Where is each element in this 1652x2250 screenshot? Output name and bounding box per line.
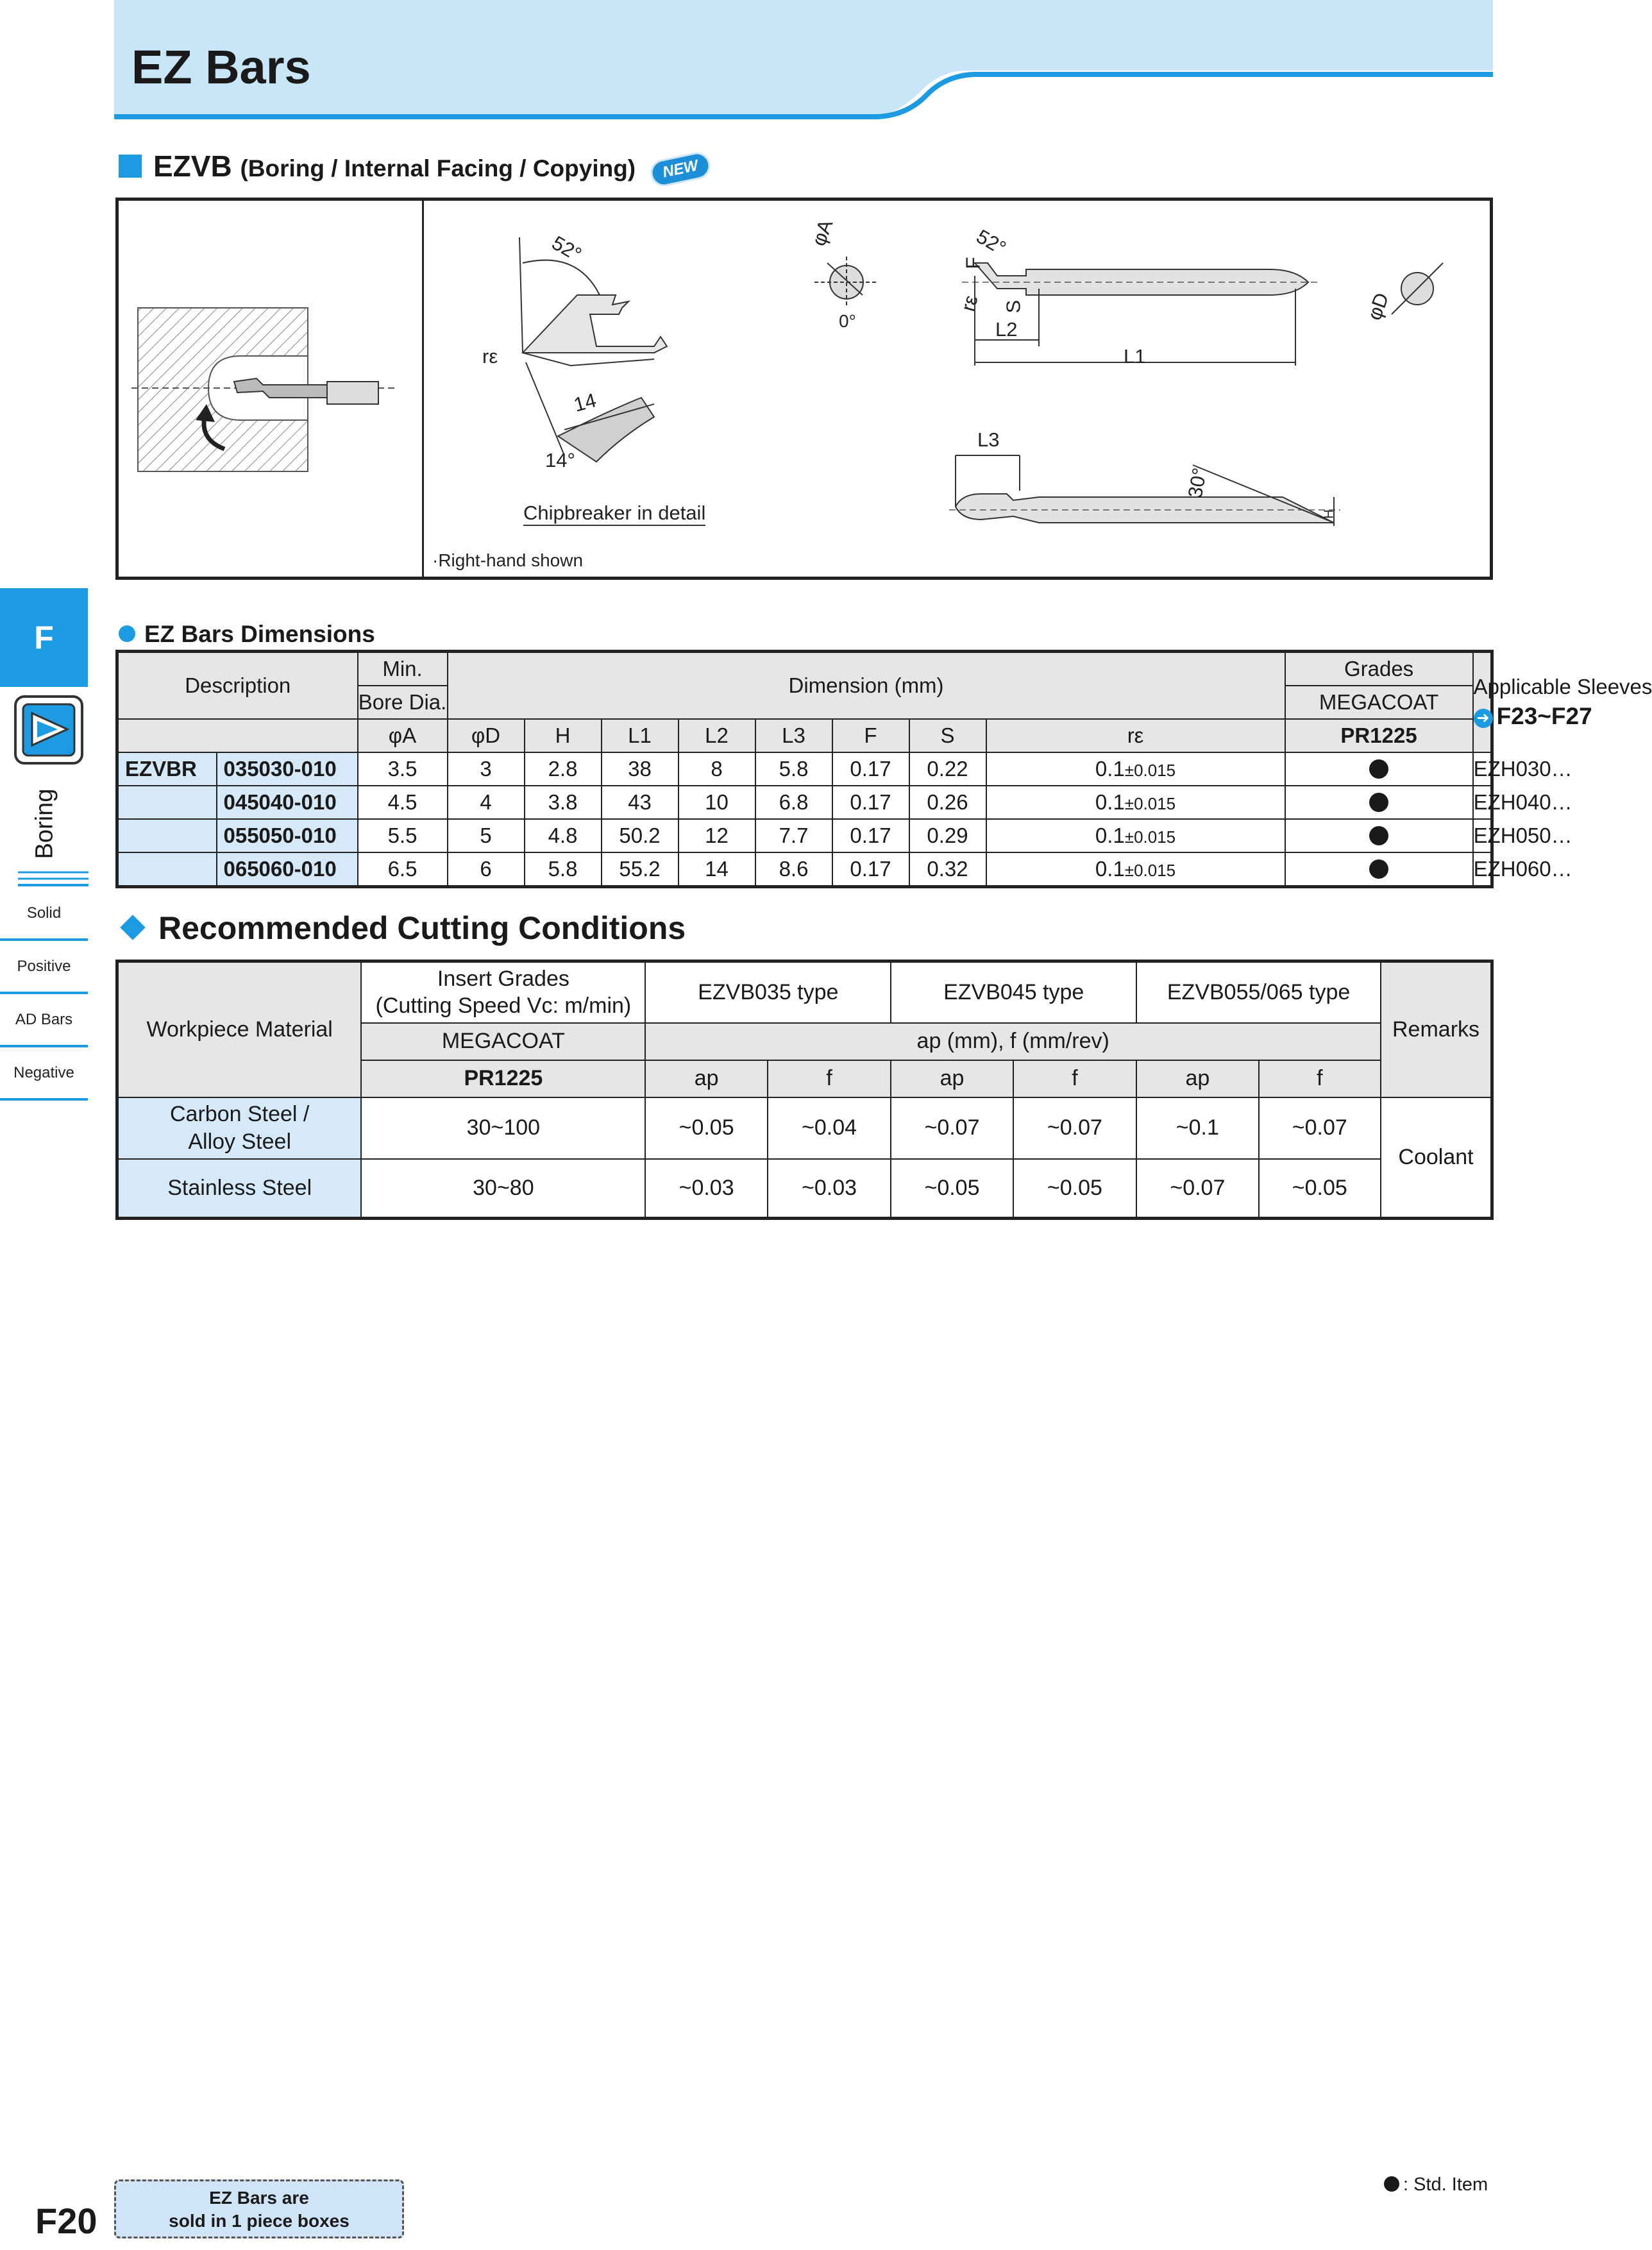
- ap2-cell: ~0.07: [891, 1097, 1013, 1159]
- chapter-tab[interactable]: F: [0, 588, 88, 687]
- angle-14-label: 14°: [545, 449, 575, 471]
- re-value: 0.1: [1095, 824, 1125, 847]
- material-cell: [117, 1097, 362, 1159]
- cell-F: 0.17: [832, 852, 909, 887]
- bottom-view-bar: [949, 443, 1347, 545]
- megacoat-header: MEGACOAT: [1285, 686, 1473, 719]
- boring-tool-icon: [13, 694, 85, 766]
- f-header: f: [1259, 1060, 1381, 1097]
- re-tolerance: ±0.015: [1124, 827, 1176, 847]
- cell-phiD: 5: [448, 819, 525, 852]
- megacoat-header: MEGACOAT: [361, 1023, 645, 1060]
- type2-header: EZVB045 type: [891, 961, 1136, 1023]
- min-bore-header-line1: Min.: [358, 652, 448, 686]
- angle-52-label: 52°: [548, 231, 586, 266]
- f-label: F: [961, 257, 984, 269]
- sidebar-item-solid[interactable]: Solid: [0, 888, 88, 941]
- std-item-icon: [1369, 826, 1388, 845]
- cell-H: 2.8: [525, 752, 602, 786]
- std-item-icon: [1369, 759, 1388, 779]
- section-heading: [119, 149, 711, 183]
- std-item-legend-text: : Std. Item: [1403, 2174, 1488, 2195]
- material-line2: Alloy Steel: [188, 1129, 291, 1154]
- f2-cell: ~0.05: [1013, 1159, 1136, 1219]
- cell-L3: 8.6: [755, 852, 832, 887]
- cell-re: [986, 819, 1285, 852]
- std-item-icon: [1369, 793, 1388, 812]
- col-header-phiA: φA: [358, 719, 448, 752]
- right-hand-note: ·Right-hand shown: [432, 550, 584, 570]
- angle-30-label: 30°: [1183, 466, 1211, 500]
- cell-H: 4.8: [525, 819, 602, 852]
- table-row: [117, 1097, 1492, 1159]
- table-row: [117, 1159, 1492, 1219]
- cell-re: [986, 852, 1285, 887]
- phi-a-label: φA: [807, 216, 838, 249]
- dimensions-heading-text: EZ Bars Dimensions: [144, 621, 375, 647]
- cell-S: 0.29: [909, 819, 986, 852]
- cell-L2: 14: [678, 852, 755, 887]
- cutting-heading-text: Recommended Cutting Conditions: [158, 910, 686, 946]
- diamond-bullet-icon: [120, 915, 146, 940]
- col-header-L1: L1: [602, 719, 678, 752]
- dimension-header: Dimension (mm): [448, 652, 1285, 720]
- col-header-re: rε: [986, 719, 1285, 752]
- cell-L3: 7.7: [755, 819, 832, 852]
- std-item-icon: [1384, 2176, 1399, 2192]
- dimensions-table: [115, 650, 1652, 888]
- description-header: Description: [117, 652, 358, 720]
- cell-grade: [1285, 786, 1473, 819]
- f2-cell: ~0.07: [1013, 1097, 1136, 1159]
- sidebar-item-ad-bars[interactable]: AD Bars: [0, 994, 88, 1047]
- ap-header: ap: [1136, 1060, 1258, 1097]
- cell-L2: 8: [678, 752, 755, 786]
- cell-L2: 12: [678, 819, 755, 852]
- packaging-note-line1: EZ Bars are: [209, 2188, 309, 2208]
- f-header: f: [768, 1060, 891, 1097]
- ap3-cell: ~0.07: [1136, 1159, 1258, 1219]
- cutting-conditions-table: [115, 960, 1494, 1220]
- cell-L3: 6.8: [755, 786, 832, 819]
- re-tolerance: ±0.015: [1124, 794, 1176, 813]
- angle-52-side-label: 52°: [972, 224, 1010, 260]
- cell-L3: 5.8: [755, 752, 832, 786]
- cell-S: 0.22: [909, 752, 986, 786]
- std-item-legend: [1384, 2174, 1488, 2195]
- material-cell: Stainless Steel: [117, 1159, 362, 1219]
- re-tolerance: ±0.015: [1124, 861, 1176, 880]
- sidebar-item-positive[interactable]: Positive: [0, 941, 88, 994]
- ap-header: ap: [645, 1060, 767, 1097]
- category-label-area: [0, 788, 90, 858]
- cell-F: 0.17: [832, 819, 909, 852]
- insert-grades-header: [361, 961, 645, 1023]
- remarks-cell: Coolant: [1381, 1097, 1492, 1219]
- item-code: 065060-010: [217, 852, 358, 887]
- packaging-note-line2: sold in 1 piece boxes: [169, 2211, 350, 2231]
- product-code: EZVB: [153, 149, 232, 183]
- dot-bullet-icon: [119, 625, 135, 642]
- ap3-cell: ~0.1: [1136, 1097, 1258, 1159]
- dim-14-label: 14: [571, 389, 599, 416]
- dimensions-heading: [119, 621, 375, 648]
- grade-header: PR1225: [361, 1060, 645, 1097]
- type3-header: EZVB055/065 type: [1136, 961, 1381, 1023]
- series-code-empty: [117, 786, 217, 819]
- sleeves-header: [1473, 652, 1652, 753]
- f3-cell: ~0.05: [1259, 1159, 1381, 1219]
- insert-grades-line2: (Cutting Speed Vc: m/min): [375, 994, 632, 1019]
- cell-re: [986, 786, 1285, 819]
- page-title: EZ Bars: [131, 40, 311, 94]
- cell-sleeve: EZH060…: [1473, 852, 1492, 887]
- l1-label: L1: [1124, 345, 1146, 368]
- speed-cell: 30~80: [361, 1159, 645, 1219]
- sleeves-header-text: Applicable Sleeves: [1473, 675, 1652, 698]
- chipbreaker-caption: Chipbreaker in detail: [523, 502, 705, 526]
- ap-header: ap: [891, 1060, 1013, 1097]
- f-header: f: [1013, 1060, 1136, 1097]
- ap2-cell: ~0.05: [891, 1159, 1013, 1219]
- cell-L2: 10: [678, 786, 755, 819]
- s-label: S: [1002, 300, 1025, 314]
- cell-S: 0.32: [909, 852, 986, 887]
- ap-f-unit-header: ap (mm), f (mm/rev): [645, 1023, 1381, 1060]
- application-sketch: [128, 295, 398, 487]
- series-code-empty: [117, 819, 217, 852]
- h-label: H: [1322, 509, 1336, 519]
- insert-grades-line1: Insert Grades: [437, 966, 569, 991]
- col-header-L3: L3: [755, 719, 832, 752]
- r-epsilon-label: rε: [482, 345, 498, 368]
- cell-H: 5.8: [525, 852, 602, 887]
- cell-phiA: 3.5: [358, 752, 448, 786]
- material-line1: Carbon Steel /: [170, 1102, 310, 1126]
- col-header-S: S: [909, 719, 986, 752]
- description-subheader: [117, 719, 358, 752]
- sidebar-divider-lines: [18, 870, 88, 888]
- sleeves-ref-link[interactable]: [1474, 703, 1592, 730]
- table-row: [117, 819, 1492, 852]
- ap1-cell: ~0.03: [645, 1159, 767, 1219]
- series-code-empty: [117, 852, 217, 887]
- cell-phiD: 6: [448, 852, 525, 887]
- table-row: [117, 852, 1492, 887]
- grade-header: PR1225: [1285, 719, 1473, 752]
- l2-label: L2: [995, 318, 1018, 341]
- re-value: 0.1: [1095, 790, 1125, 814]
- re-value: 0.1: [1095, 857, 1125, 881]
- cell-phiA: 6.5: [358, 852, 448, 887]
- category-label: Boring: [31, 788, 58, 859]
- cutting-heading: [119, 909, 686, 947]
- col-header-L2: L2: [678, 719, 755, 752]
- cell-grade: [1285, 752, 1473, 786]
- cell-H: 3.8: [525, 786, 602, 819]
- cell-sleeve: EZH050…: [1473, 819, 1492, 852]
- workpiece-header: Workpiece Material: [117, 961, 362, 1097]
- col-header-F: F: [832, 719, 909, 752]
- new-badge: NEW: [648, 150, 713, 189]
- square-bullet-icon: [119, 155, 142, 178]
- table-row: [117, 752, 1492, 786]
- cell-L1: 43: [602, 786, 678, 819]
- arrow-right-icon: ➜: [1474, 709, 1493, 728]
- grades-header: Grades: [1285, 652, 1473, 686]
- std-item-icon: [1369, 859, 1388, 879]
- sidebar-item-negative[interactable]: Negative: [0, 1047, 88, 1101]
- cell-sleeve: EZH040…: [1473, 786, 1492, 819]
- page-number: F20: [35, 2201, 97, 2241]
- remarks-header: Remarks: [1381, 961, 1492, 1097]
- re-value: 0.1: [1095, 757, 1125, 781]
- item-code: 045040-010: [217, 786, 358, 819]
- speed-cell: 30~100: [361, 1097, 645, 1159]
- cell-S: 0.26: [909, 786, 986, 819]
- cell-phiD: 3: [448, 752, 525, 786]
- type1-header: EZVB035 type: [645, 961, 891, 1023]
- f3-cell: ~0.07: [1259, 1097, 1381, 1159]
- f1-cell: ~0.03: [768, 1159, 891, 1219]
- r-epsilon-side-label: rε: [956, 292, 982, 314]
- cell-F: 0.17: [832, 786, 909, 819]
- cell-L1: 55.2: [602, 852, 678, 887]
- header-banner: [114, 0, 1493, 122]
- end-view-d: [1379, 257, 1456, 327]
- col-header-H: H: [525, 719, 602, 752]
- f1-cell: ~0.04: [768, 1097, 891, 1159]
- item-code: 035030-010: [217, 752, 358, 786]
- cell-L1: 50.2: [602, 819, 678, 852]
- item-code: 055050-010: [217, 819, 358, 852]
- l3-label: L3: [977, 428, 1000, 451]
- table-row: [117, 786, 1492, 819]
- re-tolerance: ±0.015: [1124, 761, 1176, 780]
- ap1-cell: ~0.05: [645, 1097, 767, 1159]
- cell-phiD: 4: [448, 786, 525, 819]
- col-header-phiD: φD: [448, 719, 525, 752]
- cell-L1: 38: [602, 752, 678, 786]
- cell-grade: [1285, 819, 1473, 852]
- sleeves-ref-text: F23~F27: [1496, 703, 1592, 729]
- series-code: EZVBR: [117, 752, 217, 786]
- cell-phiA: 4.5: [358, 786, 448, 819]
- cell-re: [986, 752, 1285, 786]
- cell-phiA: 5.5: [358, 819, 448, 852]
- zero-degree-label: 0°: [839, 311, 856, 331]
- drawing-divider: [422, 198, 424, 580]
- cell-F: 0.17: [832, 752, 909, 786]
- min-bore-header-line2: Bore Dia.: [358, 686, 448, 719]
- cell-sleeve: EZH030…: [1473, 752, 1492, 786]
- phi-d-label: φD: [1363, 289, 1394, 323]
- packaging-note: [114, 2179, 404, 2238]
- cell-grade: [1285, 852, 1473, 887]
- product-subtitle: (Boring / Internal Facing / Copying): [240, 155, 636, 182]
